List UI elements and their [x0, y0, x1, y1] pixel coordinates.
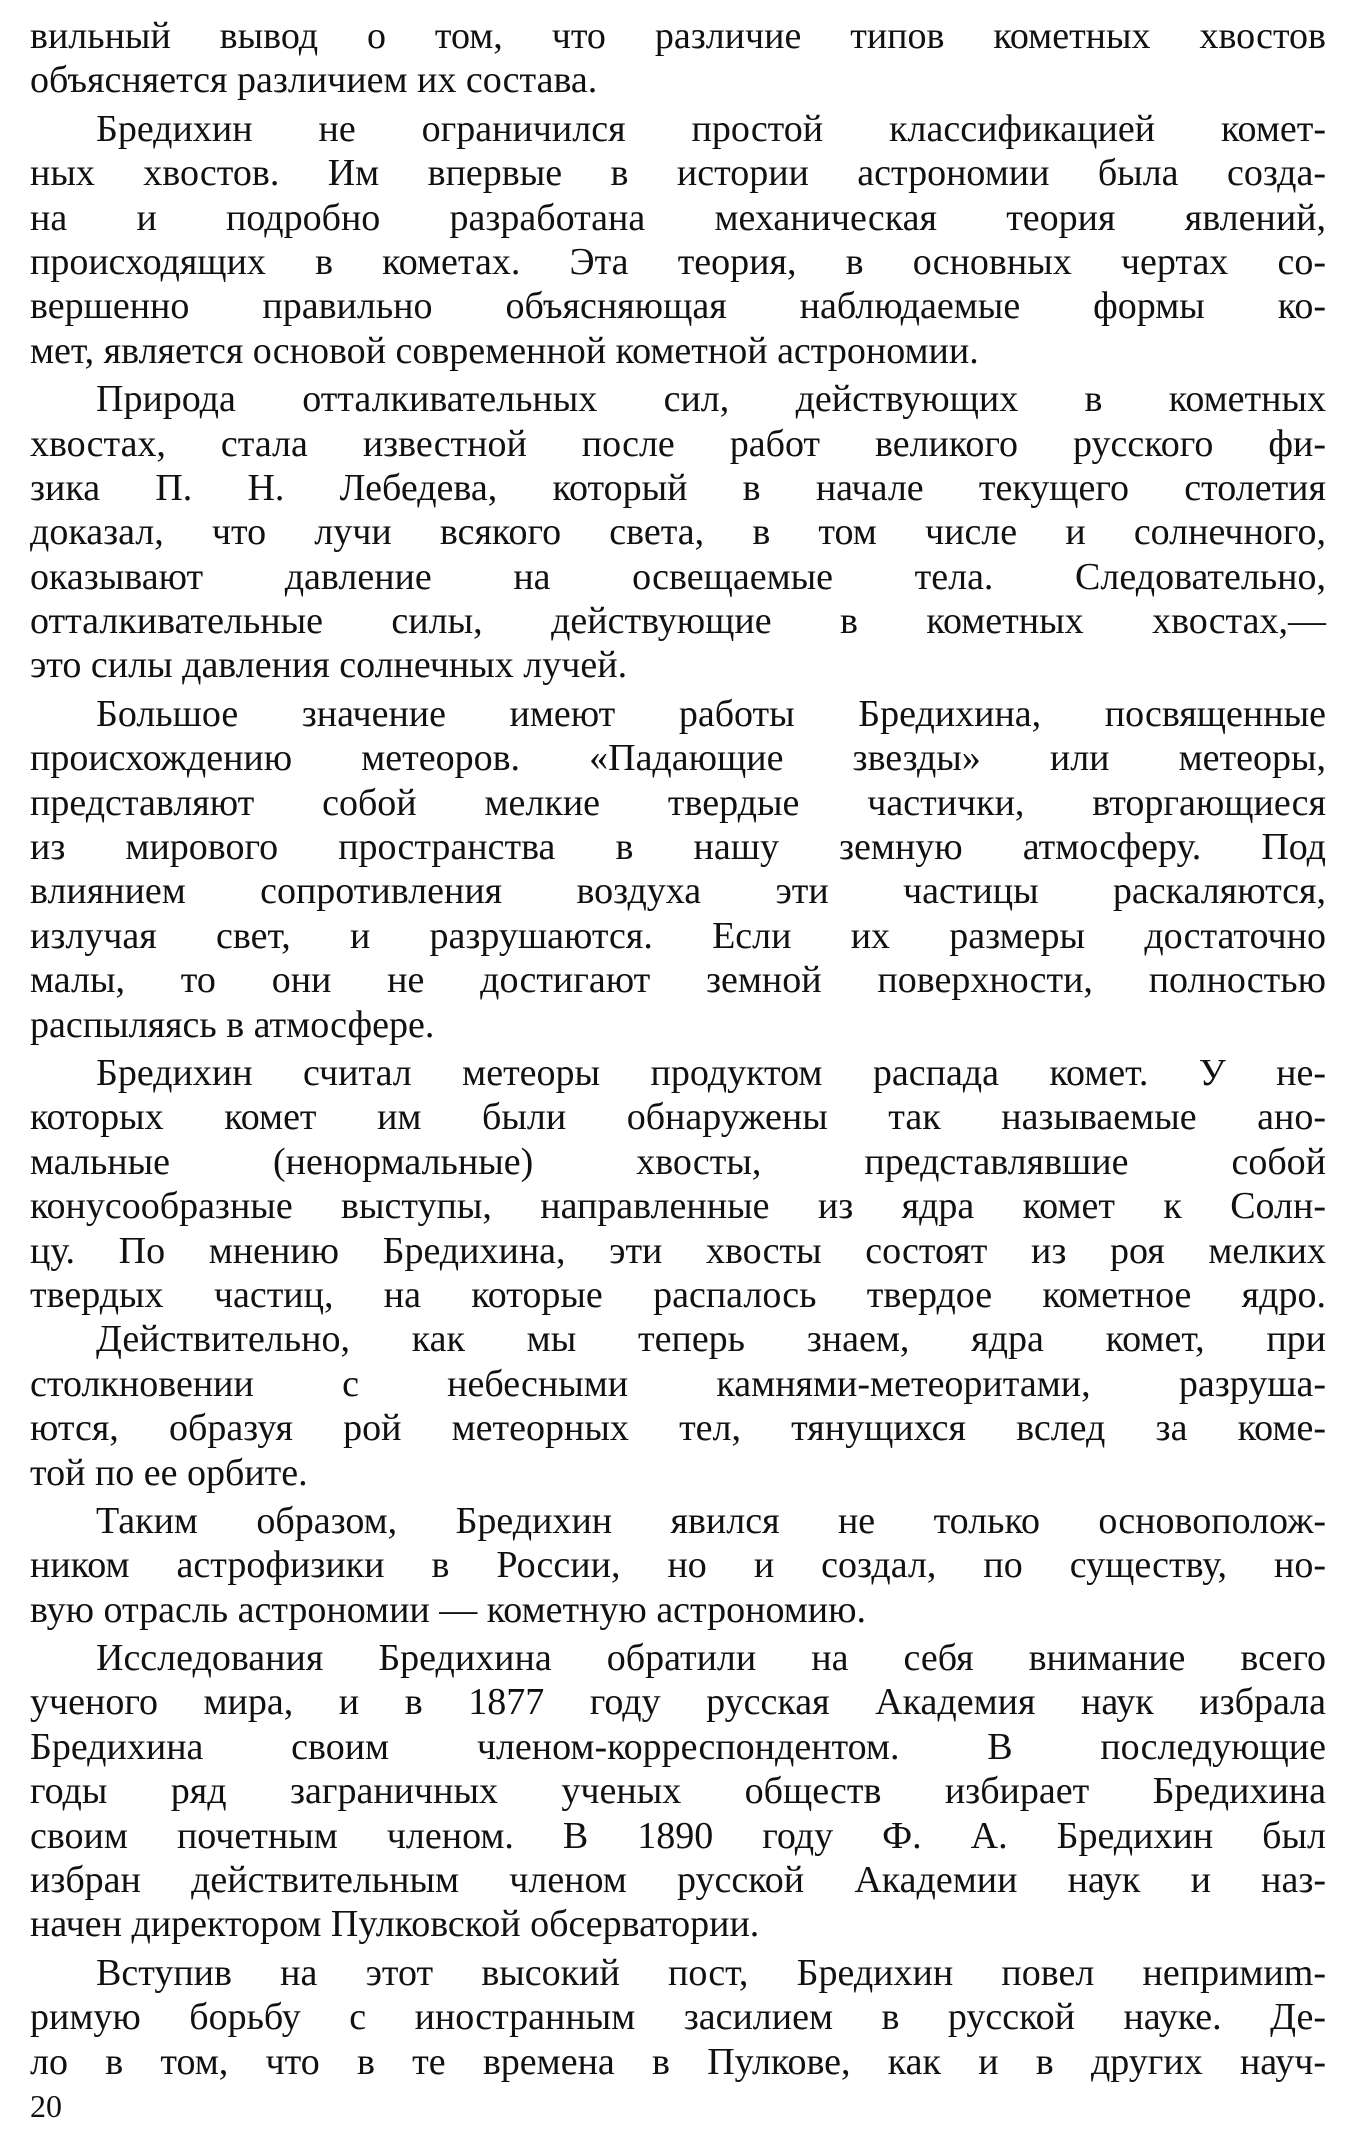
text-line: хвостах, стала известной после работ великого русского фи-	[30, 422, 1326, 465]
text-line: вершенно правильно объясняющая наблюдаемые формы ко-	[30, 285, 1326, 328]
text-line: доказал, что лучи всякого света, в том числе и солнечного,	[30, 511, 1326, 554]
paragraph	[30, 692, 1326, 1047]
text-line: Большое значение имеют работы Бредихина, посвященные	[96, 692, 1326, 735]
page-number: 20	[30, 2088, 62, 2124]
text-line: начен директором Пулковской обсерватории.	[30, 1903, 760, 1946]
text-line: влиянием сопротивления воздуха эти частицы раскаляются,	[30, 870, 1326, 913]
text-line: твердых частиц, на которые распалось твердое кометное ядро.	[30, 1273, 1326, 1316]
paragraph	[30, 377, 1326, 688]
paragraph	[30, 1317, 1326, 1495]
paragraph	[30, 1499, 1326, 1632]
text-line: представляют собой мелкие твердые частички, вторгающиеся	[30, 781, 1326, 824]
paragraph	[30, 1051, 1326, 1317]
paragraph	[30, 107, 1326, 373]
text-line: цу. По мнению Бредихина, эти хвосты состоят из роя мелких	[30, 1229, 1326, 1272]
text-line: Бредихин не ограничился простой классификацией комет-	[96, 107, 1326, 150]
text-line: на и подробно разработана механическая теория явлений,	[30, 196, 1326, 239]
text-line: годы ряд заграничных ученых обществ избирает Бредихина	[30, 1770, 1326, 1813]
paragraph	[30, 14, 1326, 103]
text-line: вильный вывод о том, что различие типов кометных хвостов	[30, 15, 1326, 57]
text-line: мет, является основой современной кометной астрономии.	[30, 329, 979, 372]
text-line: зика П. Н. Лебедева, который в начале текущего столетия	[30, 466, 1326, 509]
text-line: мальные (ненормальные) хвосты, представлявшие собой	[30, 1140, 1326, 1183]
text-line: Действительно, как мы теперь знаем, ядра комет, при	[96, 1318, 1326, 1361]
text-line: Природа отталкивательных сил, действующих в кометных	[96, 378, 1326, 421]
text-line: ются, образуя рой метеорных тел, тянущихся вслед за коме-	[30, 1407, 1326, 1450]
text-line: оказывают давление на освещаемые тела. Следовательно,	[30, 555, 1326, 598]
paragraph	[30, 1951, 1326, 2084]
text-line: Таким образом, Бредихин явился не только основополож-	[96, 1499, 1326, 1542]
text-line: объясняется различием их состава.	[30, 59, 598, 102]
text-line: малы, то они не достигают земной поверхности, полностью	[30, 959, 1326, 1002]
text-line: Вступив на этот высокий пост, Бредихин повел непримиm-	[96, 1951, 1326, 1994]
text-line: ных хвостов. Им впервые в истории астрономии была созда-	[30, 152, 1326, 195]
paragraph	[30, 1636, 1326, 1947]
text-line: ником астрофизики в России, но и создал, по существу, но-	[30, 1544, 1326, 1587]
text-line: той по ее орбите.	[30, 1451, 308, 1494]
text-line: столкновении с небесными камнями-метеоритами, разруша-	[30, 1362, 1326, 1405]
text-line: излучая свет, и разрушаются. Если их размеры достаточно	[30, 914, 1326, 957]
text-line: римую борьбу с иностранным засилием в русской науке. Де-	[30, 1996, 1326, 2039]
text-line: своим почетным членом. В 1890 году Ф. А. Бредихин был	[30, 1814, 1326, 1857]
text-line: вую отрасль астрономии — кометную астрономию.	[30, 1588, 866, 1631]
page-body	[30, 14, 1326, 2084]
text-line: ло в том, что в те времена в Пулкове, как и в других науч-	[30, 2040, 1326, 2083]
text-line: которых комет им были обнаружены так называемые ано-	[30, 1096, 1326, 1139]
text-line: происходящих в кометах. Эта теория, в основных чертах со-	[30, 240, 1326, 283]
text-line: конусообразные выступы, направленные из ядра комет к Солн-	[30, 1185, 1326, 1228]
text-line: избран действительным членом русской Академии наук и наз-	[30, 1859, 1326, 1902]
text-line: это силы давления солнечных лучей.	[30, 644, 628, 687]
text-line: Бредихин считал метеоры продуктом распада комет. У не-	[96, 1051, 1326, 1094]
text-line: происхождению метеоров. «Падающие звезды» или метеоры,	[30, 737, 1326, 780]
text-line: Бредихина своим членом-корреспондентом. В последующие	[30, 1725, 1326, 1768]
text-line: Исследования Бредихина обратили на себя внимание всего	[96, 1637, 1326, 1680]
text-line: распыляясь в атмосфере.	[30, 1003, 435, 1046]
text-line: из мирового пространства в нашу земную атмосферу. Под	[30, 826, 1326, 869]
text-line: отталкивательные силы, действующие в кометных хвостах,—	[30, 600, 1326, 643]
text-line: ученого мира, и в 1877 году русская Академия наук избрала	[30, 1681, 1326, 1724]
